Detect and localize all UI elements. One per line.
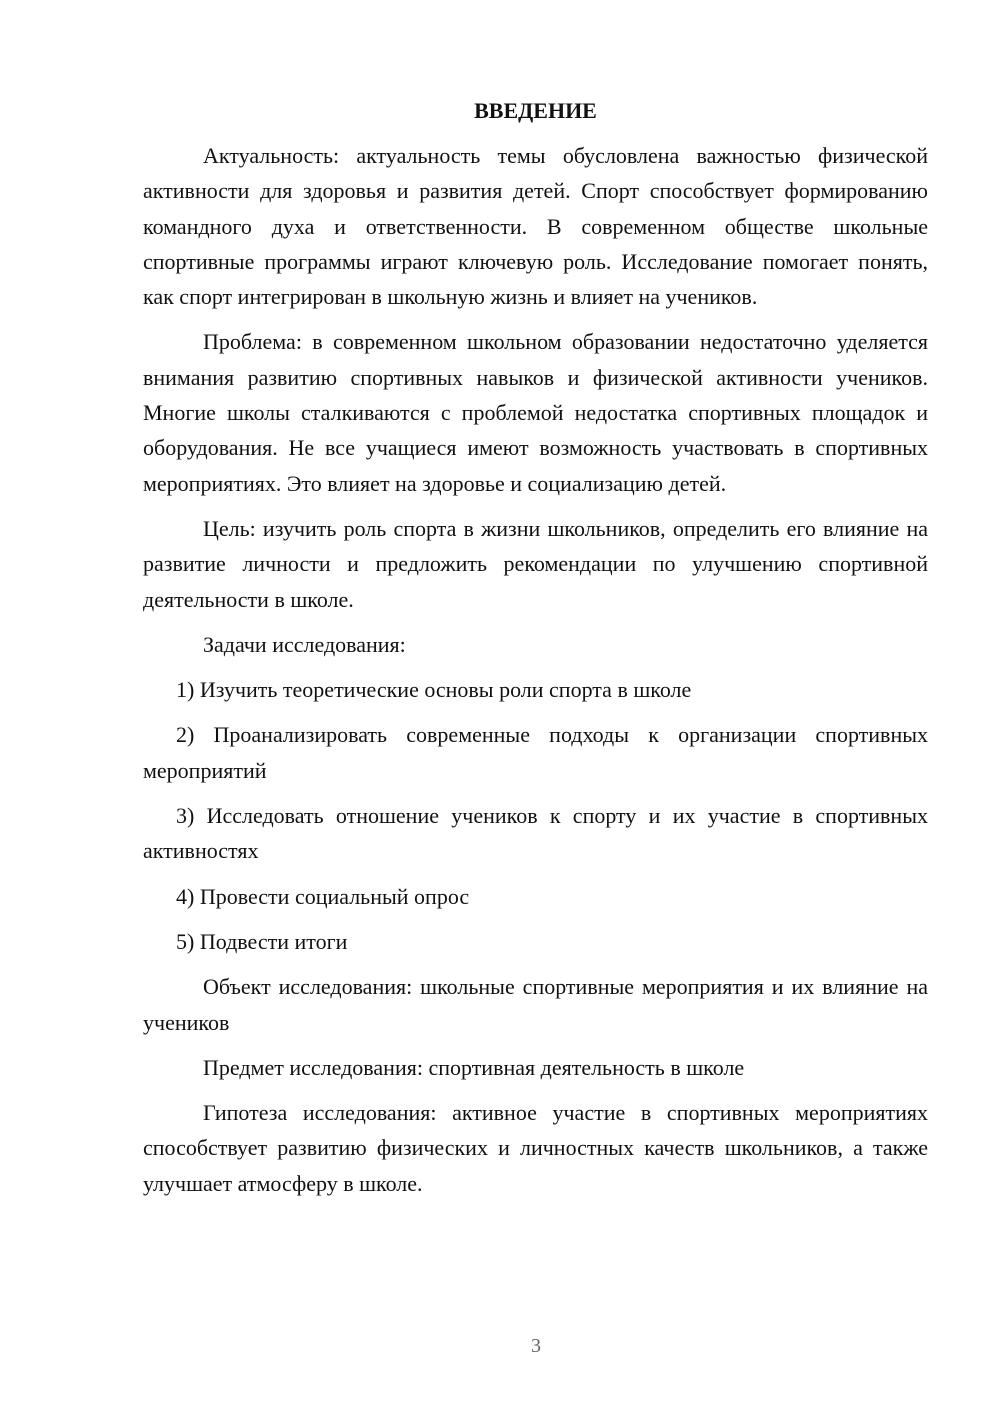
paragraph-object: Объект исследования: школьные спортивные мероприятия и их влияние на учеников <box>143 974 928 1035</box>
task-item-5: 5) Подвести итоги <box>176 928 348 954</box>
task-item-3: 3) Исследовать отношение учеников к спорту и их участие в спортивных активностях <box>143 803 928 864</box>
paragraph-hypothesis: Гипотеза исследования: активное участие в спортивных мероприятиях способствует развитию физических и личностных качеств школьников, а также улучшает атмосферу в школе. <box>143 1100 928 1196</box>
paragraph-goal: Цель: изучить роль спорта в жизни школьников, определить его влияние на развитие личности и предложить рекомендации по улучшению спортивной деятельности в школе. <box>143 515 928 612</box>
section-heading: ВВЕДЕНИЕ <box>474 98 597 123</box>
paragraph-relevance: Актуальность: актуальность темы обусловлена важностью физической активности для здоровья и развития детей. Спорт способствует формированию командного духа и ответственности. В современном обществе школьные спортивные программы играют ключевую роль. Исследование помогает понять, как спорт интегрирован в школьную жизнь и влияет на учеников. <box>143 143 928 310</box>
task-item-2: 2) Проанализировать современные подходы к организации спортивных мероприятий <box>143 722 928 783</box>
document-body <box>143 93 928 1201</box>
task-item-1: 1) Изучить теоретические основы роли спорта в школе <box>176 677 692 703</box>
page-number: 3 <box>531 1335 541 1357</box>
paragraph-problem: Проблема: в современном школьном образовании недостаточно уделяется внимания развитию спортивных навыков и физической активности учеников. Многие школы сталкиваются с проблемой недостатка спортивных площадок и оборудования. Не все учащиеся имеют возможность участвовать в спортивных мероприятиях. Это влияет на здоровье и социализацию детей. <box>143 329 928 496</box>
paragraph-subject: Предмет исследования: спортивная деятельность в школе <box>203 1054 745 1080</box>
paragraph-tasks-title: Задачи исследования: <box>203 631 406 657</box>
task-item-4: 4) Провести социальный опрос <box>176 883 470 909</box>
